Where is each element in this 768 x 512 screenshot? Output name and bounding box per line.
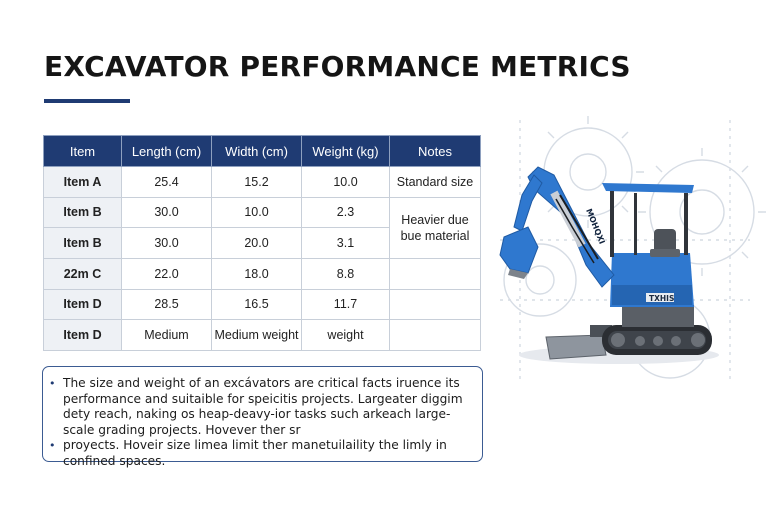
cell-weight: 10.0: [302, 167, 390, 198]
column-header-notes: Notes: [390, 136, 481, 167]
cell-weight: 3.1: [302, 228, 390, 259]
cell-note-merged: [390, 197, 481, 258]
cell-length: 30.0: [122, 197, 212, 228]
column-header-item: Item: [44, 136, 122, 167]
metrics-table: [43, 135, 481, 351]
cell-weight: 11.7: [302, 289, 390, 320]
table-row: [44, 197, 481, 228]
mini-excavator-image: [494, 155, 724, 370]
page-title: EXCAVATOR PERFORMANCE METRICS: [44, 50, 631, 83]
cell-width: Medium weight: [212, 320, 302, 351]
table-row: [44, 289, 481, 320]
cell-weight: 8.8: [302, 258, 390, 289]
note-line-1: Heavier due: [401, 212, 469, 227]
cell-length: Medium: [122, 320, 212, 351]
boom-brand-text: MOHQXI: [584, 207, 607, 246]
cell-weight: weight: [302, 320, 390, 351]
table-row: [44, 258, 481, 289]
title-accent-rule: [44, 99, 130, 103]
cell-length: 28.5: [122, 289, 212, 320]
cell-weight: 2.3: [302, 197, 390, 228]
cell-width: 16.5: [212, 289, 302, 320]
cell-width: 18.0: [212, 258, 302, 289]
cell-length: 25.4: [122, 167, 212, 198]
column-header-width: Width (cm): [212, 136, 302, 167]
cell-width: 15.2: [212, 167, 302, 198]
cell-length: 22.0: [122, 258, 212, 289]
cell-width: 10.0: [212, 197, 302, 228]
table-header-row: [44, 136, 481, 167]
cell-item: Item B: [44, 197, 122, 228]
cell-note: Standard size: [390, 167, 481, 198]
cell-note-empty: [390, 258, 481, 289]
note-line-2: bue material: [400, 228, 470, 243]
cell-item: 22m C: [44, 258, 122, 289]
cell-length: 30.0: [122, 228, 212, 259]
cell-item: Item D: [44, 289, 122, 320]
column-header-length: Length (cm): [122, 136, 212, 167]
cell-note-empty: [390, 289, 481, 320]
cell-item: Item A: [44, 167, 122, 198]
cell-width: 20.0: [212, 228, 302, 259]
callout-text-1: The size and weight of an excávators are critical facts iruence its performance and suitaible for speicitis projects. Largeater diggim dety reach, naking os heap-deavy-ior tasks such arkeach large-scale grading projects. Hovever ther sr: [63, 376, 463, 437]
bullet-dot-icon: •: [49, 377, 56, 390]
callout-bullet-1: [49, 376, 472, 438]
cell-note-empty: [390, 320, 481, 351]
cab-brand-text: TXHIS: [649, 294, 675, 303]
callout-text-2: proyects. Hoveir size limea limit ther manetuilaility the limly in confined spaces.: [63, 438, 447, 468]
description-callout-box: [42, 366, 483, 468]
column-header-weight: Weight (kg): [302, 136, 390, 167]
table-row: [44, 167, 481, 198]
bullet-dot-icon: •: [49, 439, 56, 452]
table-row: [44, 320, 481, 351]
callout-bullet-2: [49, 438, 472, 469]
cell-item: Item B: [44, 228, 122, 259]
cell-item: Item D: [44, 320, 122, 351]
